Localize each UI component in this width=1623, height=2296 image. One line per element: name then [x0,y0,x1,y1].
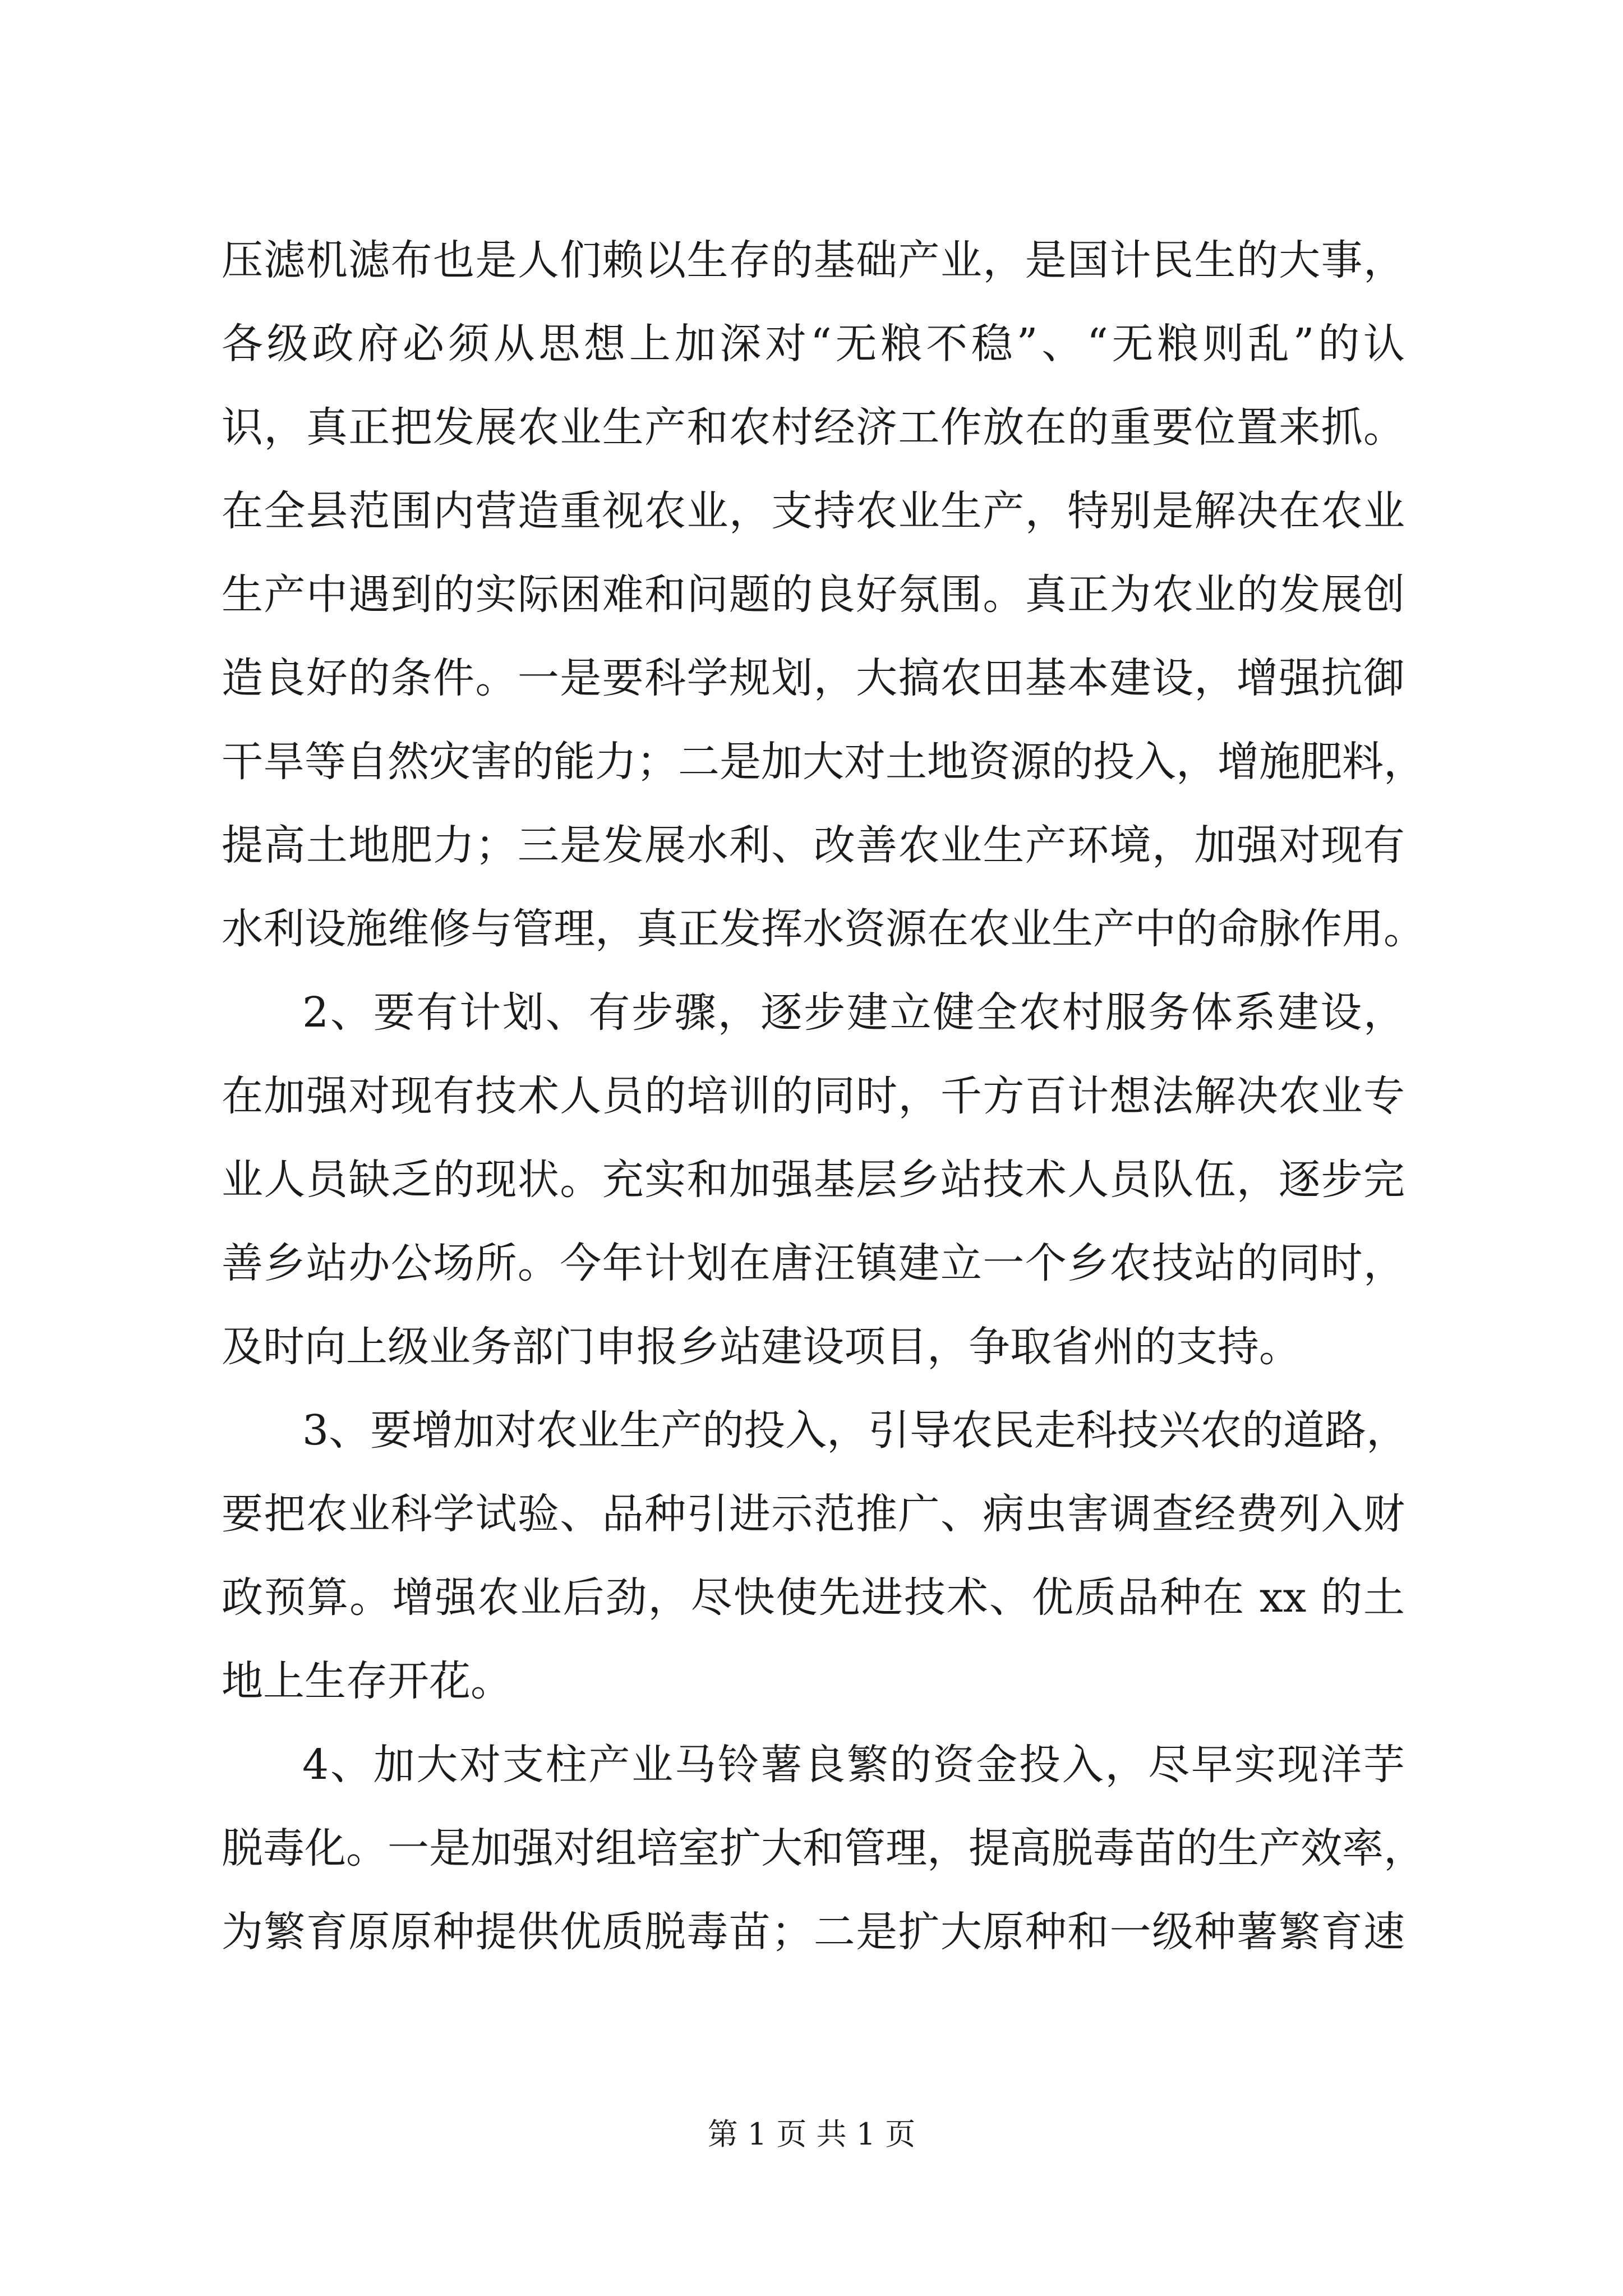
text-line: 生产中遇到的实际困难和问题的良好氛围。真正为农业的发展创 [222,570,1405,619]
page-footer: 第 1 页 共 1 页 [707,2116,916,2152]
text-line: 业人员缺乏的现状。充实和加强基层乡站技术人员队伍，逐步完 [222,1156,1405,1204]
paragraph-first-line: 2、要有计划、有步骤，逐步建立健全农村服务体系建设， [302,988,1405,1037]
text-line: 各级政府必须从思想上加深对“无粮不稳”、“无粮则乱”的认 [222,320,1405,368]
text-line: 地上生存开花。 [222,1657,512,1705]
text-line: 干旱等自然灾害的能力；二是加大对土地资源的投入，增施肥料， [222,738,1425,786]
text-line: 水利设施维修与管理，真正发挥水资源在农业生产中的命脉作用。 [222,905,1425,953]
text-line: 在全县范围内营造重视农业，支持农业生产，特别是解决在农业 [222,487,1405,535]
text-line: 善乡站办公场所。今年计划在唐汪镇建立一个乡农技站的同时， [222,1239,1405,1287]
body-text [222,219,1425,1974]
paragraph-first-line: 3、要增加对农业生产的投入，引导农民走科技兴农的道路， [302,1406,1408,1455]
text-line: 压滤机滤布也是人们赖以生存的基础产业，是国计民生的大事， [222,236,1405,284]
text-line: 脱毒化。一是加强对组培室扩大和管理，提高脱毒苗的生产效率， [222,1824,1425,1872]
text-line: 及时向上级业务部门申报乡站建设项目，争取省州的支持。 [222,1323,1301,1371]
text-line: 为繁育原原种提供优质脱毒苗；二是扩大原种和一级种薯繁育速 [222,1908,1405,1956]
text-line: 提高土地肥力；三是发展水利、改善农业生产环境，加强对现有 [222,821,1405,869]
text-line: 要把农业科学试验、品种引进示范推广、病虫害调查经费列入财 [222,1490,1405,1538]
text-line: 政预算。增强农业后劲，尽快使先进技术、优质品种在 xx 的土 [222,1573,1405,1622]
text-line: 造良好的条件。一是要科学规划，大搞农田基本建设，增强抗御 [222,654,1405,702]
text-line: 识，真正把发展农业生产和农村经济工作放在的重要位置来抓。 [222,403,1405,452]
text-line: 在加强对现有技术人员的培训的同时，千方百计想法解决农业专 [222,1072,1405,1120]
paragraph-first-line: 4、加大对支柱产业马铃薯良繁的资金投入，尽早实现洋芋 [302,1741,1405,1789]
